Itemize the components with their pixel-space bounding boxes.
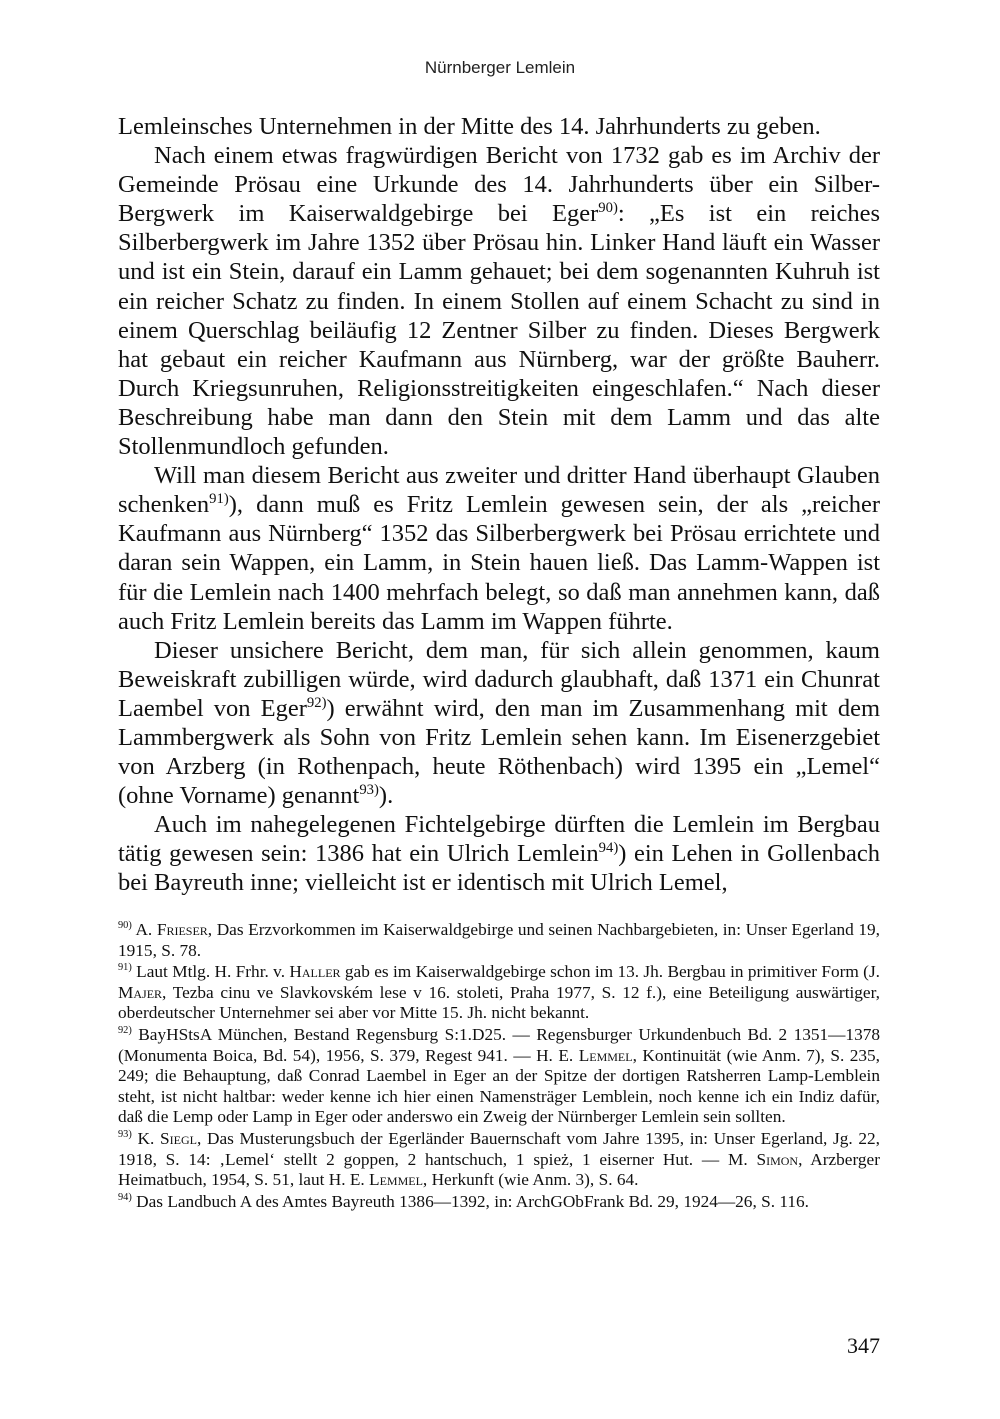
paragraph-5-text-b: ) ein Lehen in Gollenbach bei Bayreuth inne; vielleicht ist er identisch mit Ulrich Lemel, [118,840,880,897]
paragraph-2 [118,141,880,461]
footnote-text: , Tezba cinu ve Slavkovském lese v 16. stoleti, Praha 1977, S. 12 f.), eine Beteiligung auswärtiger, oberdeutscher Unternehmer sei aber vor Mitte 15. Jh. nicht bekannt. [118,982,880,1023]
author-name: Frieser [156,920,208,939]
footnote-ref-94[interactable]: 94) [598,840,619,857]
footnote-text: Das Landbuch A des Amtes Bayreuth 1386—1392, in: ArchGObFrank Bd. 29, 1924—26, S. 116. [131,1191,809,1211]
paragraph-3-text-a: Will man diesem Bericht aus zweiter und dritter Hand überhaupt Glauben schenken [118,462,880,519]
paragraph-2-text-a: Nach einem etwas fragwürdigen Bericht von 1732 gab es im Archiv der Gemeinde Prösau eine Urkunde des 14. Jahrhunderts über ein Silber-Bergwerk im Kaiserwaldgebirge bei Eger [118,142,880,228]
paragraph-2-text-b: : „Es ist ein reiches Silberbergwerk im Jahre 1352 über Prösau hin. Linker Hand läuft ein Wasser und ist ein Stein, darauf ein Lamm gehauet; bei dem sogenannten Kuhruh ist ein reicher Schatz zu finden. In einem Stollen auf einem Schacht zu sind in einem Querschlag beiläufig 12 Zentner Silber zu finden. Dieses Bergwerk hat gebaut ein reicher Kaufmann aus Nürnberg, war der größte Bauherr. Durch Kriegsunruhen, Religionsstreitigkeiten eingeschlafen.“ Nach dieser Beschreibung habe man dann den Stein mit dem Lamm und das alte Stollenmundloch gefunden. [118,200,880,461]
footnote-ref-90[interactable]: 90) [598,200,618,217]
paragraph-1 [118,112,880,141]
author-name: Lemmel [369,1170,423,1190]
footnote-text: Laut Mtlg. H. Frhr. v. [131,962,290,982]
author-name: Siegl [160,1128,197,1148]
footnote-mark: 91) [118,962,132,974]
footnote-text: BayHStsA München, Bestand Regensburg S:1.D25. — Regensburger Urkundenbuch Bd. 2 1351—1378 (Monumenta Boica, Bd. 54), 1956, S. 379, Regest 941. — H. E. [118,1024,880,1065]
paragraph-3 [118,461,880,636]
footnote-text: K. [131,1128,161,1148]
footnote-mark: 92) [118,1025,132,1037]
paragraph-4 [118,636,880,811]
footnote-mark: 90) [118,920,132,932]
paragraph-5 [118,810,880,897]
running-head: Nürnberger Lemlein [424,58,576,77]
paragraph-5-text-a: Auch im nahegelegenen Fichtelgebirge dürften die Lemlein im Bergbau tätig gewesen sein: 1386 hat ein Ulrich Lemlein [118,811,880,868]
footnote-94 [118,1192,880,1213]
footnote-90 [118,920,880,961]
page-number: 347 [847,1333,880,1358]
footnote-text: , Kontinuität (wie Anm. 7), S. 235, 249; die Behauptung, daß Conrad Laembel in Eger an der Spitze der dortigen Ratsherren Lamp-Lemblein steht, ist nicht haltbar: weder kenne ich hier einen Namensträger Lemblein, noch kenne ich ein Indiz dafür, daß die Lemp oder Lamp in Eger oder anderswo ein Zweig der Nürnberger Lemlein sein sollten. [118,1045,880,1127]
author-name: Haller [289,962,341,982]
paragraph-4-text-a: Dieser unsichere Bericht, dem man, für sich allein genommen, kaum Beweiskraft zubilligen würde, wird dadurch glaubhaft, daß 1371 ein Chunrat Laembel von Eger [118,636,880,722]
footnote-ref-92[interactable]: 92) [306,694,327,711]
body-text [118,112,880,898]
author-name: Simon [756,1149,799,1169]
paragraph-3-text-b: ), dann muß es Fritz Lemlein gewesen sein, der als „reicher Kaufmann aus Nürnberg“ 1352 das Silberbergwerk bei Prösau errichtete und daran sein Wappen, ein Lamm, in Stein hauen ließ. Das Lamm-Wappen ist für die Lemlein nach 1400 mehrfach belegt, so daß man annehmen kann, daß auch Fritz Lemlein bereits das Lamm im Wappen führte. [118,491,880,635]
footnote-mark: 94) [118,1191,132,1203]
paragraph-1-text: Lemleinsches Unternehmen in der Mitte des 14. Jahrhunderts zu geben. [118,113,821,140]
paragraph-4-text-c: ). [378,782,394,810]
footnote-91 [118,962,880,1024]
author-name: Majer [118,982,163,1002]
footnote-ref-91[interactable]: 91) [209,491,229,508]
footnote-92 [118,1025,880,1128]
footnote-text: , Arzberger Heimatbuch, 1954, S. 51, laut H. E. [118,1149,880,1190]
footnote-text: , Das Erzvorkommen im Kaiserwaldgebirge und seinen Nachbargebieten, in: Unser Egerland 19, 1915, S. 78. [118,920,880,960]
footnote-text: gab es im Kaiserwaldgebirge schon im 13. Jh. Bergbau in primitiver Form (J. [340,962,880,982]
footnote-text: A. [131,920,157,939]
footnote-93 [118,1129,880,1191]
paragraph-4-text-b: ) erwähnt wird, den man im Zusammenhang mit dem Lammbergwerk als Sohn von Fritz Lemlein sehen kann. Im Eisenerzgebiet von Arzberg (in Rothenpach, heute Röthenbach) wird 1395 ein „Lemel“ (ohne Vorname) genannt [118,694,881,810]
footnote-mark: 93) [118,1129,132,1141]
footnote-ref-93[interactable]: 93) [359,782,379,798]
footnotes [118,920,880,1213]
footnote-text: , Herkunft (wie Anm. 3), S. 64. [422,1170,639,1190]
author-name: Lemmel [578,1045,633,1065]
footnote-text: , Das Musterungsbuch der Egerländer Bauernschaft vom Jahre 1395, in: Unser Egerland, Jg. 22, 1918, S. 14: ‚Lemel‘ stellt 2 goppen, 2 hantschuch, 1 spież, 1 eiserner Hut. — M. [118,1128,880,1169]
